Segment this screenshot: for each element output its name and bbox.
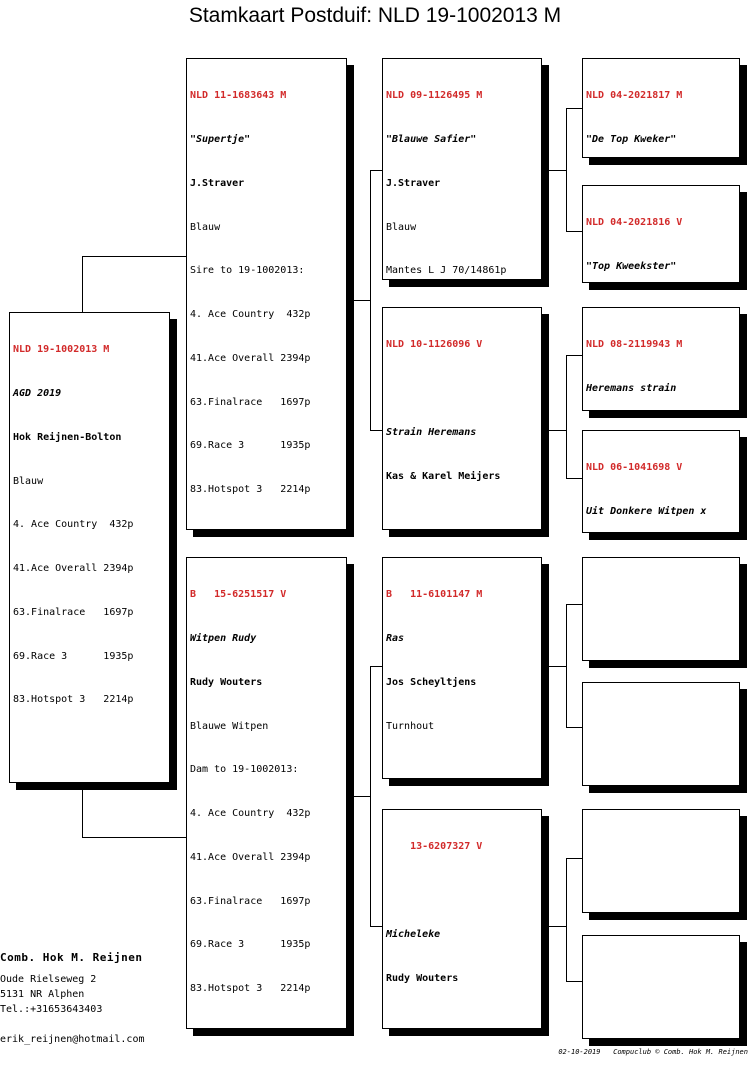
connector-line — [82, 783, 83, 838]
dam-card — [186, 557, 347, 1029]
detail-line: Sire to 19-1002013: — [190, 265, 305, 277]
connector-line — [347, 796, 371, 797]
connector-line — [566, 727, 582, 728]
owner-name: Rudy Wouters — [190, 676, 263, 688]
connector-line — [82, 837, 186, 838]
pigeon-name: "Blauwe Safier" — [386, 133, 477, 145]
detail-line: 41.Ace Overall 2394p — [190, 851, 311, 863]
ring-number: B 15-6251517 V — [190, 589, 287, 601]
pigeon-name: "Top Kweekster" — [586, 260, 677, 272]
detail-line: 63.Finalrace 1697p — [190, 396, 311, 408]
detail-line — [386, 1015, 538, 1029]
detail-line: Blauw — [190, 221, 221, 233]
detail-line: Mantes L J 70/14861p — [386, 265, 507, 277]
dam-sire-card — [382, 557, 542, 779]
address-line-2: 5131 NR Alphen — [0, 989, 85, 1000]
detail-line — [190, 1026, 343, 1029]
detail-line: 4. Ace Country 432p — [190, 309, 311, 321]
connector-line — [82, 256, 186, 257]
ring-number: NLD 09-1126495 M — [386, 90, 483, 102]
ring-number: NLD 04-2021816 V — [586, 217, 683, 229]
spacer — [386, 382, 538, 397]
sire-sire-sire-card — [582, 58, 740, 158]
detail-line: Blauw — [13, 475, 44, 487]
detail-line: 69.Race 3 1935p — [190, 440, 311, 452]
connector-line — [347, 300, 371, 301]
owner-name: J.Straver — [386, 177, 441, 189]
dam-dam-card — [382, 809, 542, 1029]
sire-dam-dam-card — [582, 430, 740, 533]
connector-line — [542, 666, 567, 667]
connector-line — [566, 231, 582, 232]
detail-line: 83.Hotspot 3 2214p — [13, 694, 134, 706]
pigeon-name: Heremans strain — [586, 382, 677, 394]
pigeon-name: Strain Heremans — [386, 426, 477, 438]
ring-number: NLD 04-2021817 M — [586, 90, 683, 102]
sire-sire-dam-card — [582, 185, 740, 283]
ring-number: 13-6207327 V — [386, 841, 483, 853]
pigeon-name: "De Top Kweker" — [586, 133, 677, 145]
spacer — [386, 884, 538, 899]
owner-name: Jos Scheyltjens — [386, 676, 477, 688]
detail-line: Turnhout — [386, 720, 435, 732]
detail-line: 41.Ace Overall 2394p — [13, 563, 134, 575]
dam-sire-dam-card — [582, 682, 740, 786]
pigeon-name: Uit Donkere Witpen x — [586, 505, 707, 517]
detail-line: 63.Finalrace 1697p — [190, 895, 311, 907]
detail-line: Blauw — [386, 221, 417, 233]
sire-dam-card — [382, 307, 542, 530]
email-address: erik_reijnen@hotmail.com — [0, 1034, 145, 1045]
connector-line — [542, 926, 567, 927]
owner-name: Hok Reijnen-Bolton — [13, 431, 122, 443]
dam-sire-sire-card — [582, 557, 740, 661]
detail-line — [190, 527, 343, 530]
connector-line — [542, 430, 567, 431]
pigeon-name: Micheleke — [386, 928, 441, 940]
detail-line: 4. Ace Country 432p — [13, 519, 134, 531]
detail-line: Blauwe Witpen — [190, 720, 269, 732]
detail-line: 69.Race 3 1935p — [190, 939, 311, 951]
connector-line — [566, 604, 582, 605]
owner-name: J.Straver — [190, 177, 245, 189]
detail-line: 69.Race 3 1935p — [13, 650, 134, 662]
ring-number: NLD 10-1126096 V — [386, 339, 483, 351]
connector-line — [566, 981, 582, 982]
sire-dam-sire-card — [582, 307, 740, 411]
detail-line: 4. Ace Country 432p — [190, 808, 311, 820]
sire-sire-card — [382, 58, 542, 280]
dam-dam-sire-card — [582, 809, 740, 913]
subject-card — [9, 312, 170, 783]
connector-line — [566, 355, 567, 479]
pigeon-name: AGD 2019 — [13, 387, 62, 399]
connector-line — [566, 108, 582, 109]
detail-line: 83.Hotspot 3 2214p — [190, 983, 311, 995]
connector-line — [370, 666, 382, 667]
print-footer-note: 02-10-2019 Compuclub © Comb. Hok M. Reijnen — [558, 1048, 748, 1056]
detail-line: Dam to 19-1002013: — [190, 764, 299, 776]
pigeon-name: Ras — [386, 632, 405, 644]
connector-line — [566, 858, 582, 859]
connector-line — [370, 170, 382, 171]
page-title: Stamkaart Postduif: NLD 19-1002013 M — [188, 4, 562, 27]
connector-line — [82, 256, 83, 314]
connector-line — [370, 430, 382, 431]
connector-line — [542, 170, 567, 171]
connector-line — [370, 926, 382, 927]
pigeon-name: "Supertje" — [190, 133, 251, 145]
pigeon-name: Witpen Rudy — [190, 632, 257, 644]
ring-number: NLD 06-1041698 V — [586, 462, 683, 474]
ring-number: NLD 19-1002013 M — [13, 344, 110, 356]
sire-card — [186, 58, 347, 530]
ring-number: NLD 08-2119943 M — [586, 339, 683, 351]
breeder-name: Comb. Hok M. Reijnen — [0, 951, 143, 964]
ring-number: NLD 11-1683643 M — [190, 90, 287, 102]
connector-line — [566, 858, 567, 982]
connector-line — [566, 355, 582, 356]
dam-dam-dam-card — [582, 935, 740, 1039]
detail-line: 63.Finalrace 1697p — [13, 606, 134, 618]
detail-line: 41.Ace Overall 2394p — [190, 352, 311, 364]
owner-name: Kas & Karel Meijers — [386, 470, 501, 482]
detail-line: 83.Hotspot 3 2214p — [190, 484, 311, 496]
ring-number: B 11-6101147 M — [386, 589, 483, 601]
connector-line — [566, 478, 582, 479]
address-line-1: Oude Rielseweg 2 — [0, 974, 97, 985]
phone-number: Tel.:+31653643403 — [0, 1004, 103, 1015]
owner-name: Rudy Wouters — [386, 972, 459, 984]
